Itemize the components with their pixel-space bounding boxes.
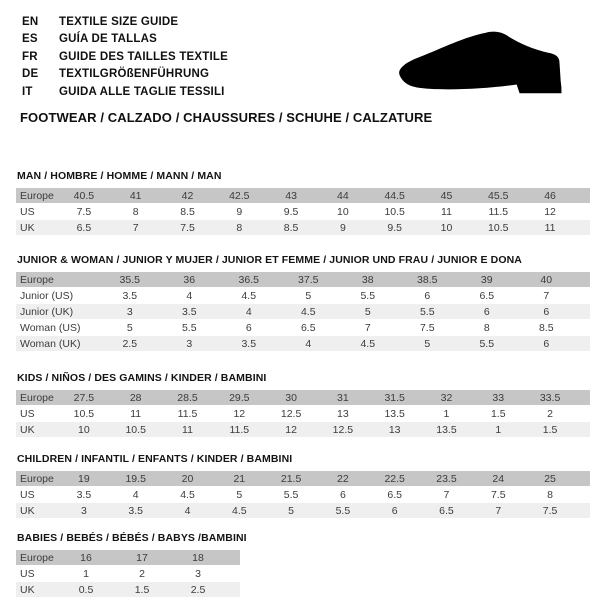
size-cell: 0.5 — [78, 583, 94, 596]
size-cell: 8 — [132, 205, 139, 218]
row-label: Europe — [20, 273, 54, 286]
language-label: TEXTILGRÖßENFÜHRUNG — [59, 68, 210, 81]
size-cell: 3.5 — [181, 305, 197, 318]
size-cell: 30 — [285, 391, 297, 404]
size-cell: 2.5 — [122, 337, 138, 350]
size-cell: 5.5 — [181, 321, 197, 334]
size-cell: 37.5 — [298, 273, 319, 286]
size-cell: 6.5 — [300, 321, 316, 334]
size-cell: 4 — [245, 305, 252, 318]
size-cell: 10.5 — [384, 205, 405, 218]
size-cell: 28 — [129, 391, 142, 404]
size-cell: 3 — [80, 504, 87, 517]
row-label: UK — [20, 423, 35, 436]
size-cell: 19.5 — [125, 472, 146, 485]
table-row — [16, 471, 590, 486]
size-cell: 44.5 — [384, 189, 405, 202]
table-row — [16, 336, 590, 351]
size-cell: 38 — [361, 273, 374, 286]
size-cell: 11 — [544, 221, 556, 234]
size-cell: 4 — [132, 488, 139, 501]
row-label: Woman (US) — [20, 321, 81, 334]
row-label: US — [20, 205, 35, 218]
size-table-title: KIDS / NIÑOS / DES GAMINS / KINDER / BAMBINI — [17, 372, 267, 384]
size-cell: 7.5 — [180, 221, 195, 234]
size-cell: 8 — [547, 488, 553, 501]
size-cell: 7.5 — [76, 205, 92, 218]
size-cell: 11.5 — [488, 205, 509, 218]
size-cell: 36.5 — [238, 273, 259, 286]
size-cell: 28.5 — [177, 391, 198, 404]
size-cell: 7 — [495, 504, 502, 517]
table-row — [16, 304, 590, 319]
size-cell: 13 — [388, 423, 401, 436]
size-cell: 10 — [337, 205, 349, 218]
size-cell: 4.5 — [231, 504, 247, 517]
row-label: Woman (UK) — [20, 337, 81, 350]
table-row — [16, 272, 590, 287]
table-row — [16, 320, 590, 335]
size-cell: 3.5 — [241, 337, 257, 350]
size-cell: 5 — [305, 289, 312, 302]
size-cell: 18 — [192, 551, 204, 564]
size-cell: 2.5 — [190, 583, 206, 596]
language-row — [22, 13, 228, 31]
table-row — [16, 188, 590, 203]
size-table — [16, 272, 590, 351]
size-table-section — [0, 372, 600, 437]
size-cell: 4.5 — [360, 337, 376, 350]
language-label: TEXTILE SIZE GUIDE — [59, 15, 179, 28]
row-label: Junior (UK) — [20, 305, 74, 318]
size-cell: 17 — [136, 551, 148, 564]
size-cell: 10.5 — [488, 221, 509, 234]
row-label: Europe — [20, 391, 54, 404]
size-cell: 38.5 — [417, 273, 438, 286]
table-row — [16, 422, 590, 437]
size-cell: 3.5 — [122, 289, 138, 302]
size-cell: 6.5 — [76, 221, 92, 234]
size-cell: 41 — [129, 189, 142, 202]
size-cell: 13.5 — [384, 407, 405, 420]
row-label: UK — [20, 221, 35, 234]
size-cell: 7 — [132, 221, 139, 234]
size-cell: 1 — [83, 567, 89, 580]
size-cell: 33 — [492, 391, 505, 404]
row-label: Junior (US) — [20, 289, 74, 302]
size-cell: 1.5 — [490, 407, 506, 420]
size-cell: 10.5 — [73, 407, 95, 420]
size-table-title: MAN / HOMBRE / HOMME / MANN / MAN — [17, 170, 222, 182]
size-cell: 24 — [492, 472, 505, 485]
size-cell: 33.5 — [539, 391, 561, 404]
size-cell: 5.5 — [335, 504, 351, 517]
size-cell: 27.5 — [73, 391, 95, 404]
size-cell: 32 — [440, 391, 453, 404]
size-cell: 36 — [183, 273, 196, 286]
size-tables — [0, 170, 600, 598]
size-cell: 40 — [540, 273, 553, 286]
size-cell: 8.5 — [538, 321, 554, 334]
size-table-section — [0, 170, 600, 235]
language-list — [22, 13, 228, 101]
language-code: ES — [22, 33, 38, 46]
size-cell: 2 — [139, 567, 145, 580]
size-cell: 5.5 — [283, 488, 299, 501]
size-cell: 1 — [495, 423, 502, 436]
size-cell: 1.5 — [542, 423, 558, 436]
size-cell: 5 — [424, 337, 431, 350]
category-header: FOOTWEAR / CALZADO / CHAUSSURES / SCHUHE / CALZATURE — [20, 110, 433, 125]
size-cell: 11 — [182, 423, 193, 436]
size-cell: 4.5 — [180, 488, 195, 501]
row-label: US — [20, 488, 35, 501]
size-cell: 6 — [245, 321, 252, 334]
size-cell: 12 — [544, 205, 556, 218]
size-cell: 29.5 — [229, 391, 250, 404]
dress-shoe-icon — [393, 26, 578, 102]
size-cell: 12 — [233, 407, 246, 420]
language-code: FR — [22, 50, 38, 63]
size-cell: 12.5 — [332, 423, 354, 436]
size-cell: 5 — [288, 504, 294, 517]
size-cell: 3 — [186, 337, 193, 350]
size-cell: 9 — [339, 221, 346, 234]
size-cell: 21.5 — [280, 472, 302, 485]
size-table — [16, 390, 590, 437]
row-label: UK — [20, 504, 35, 517]
size-cell: 11.5 — [229, 423, 250, 436]
table-row — [16, 204, 590, 219]
size-cell: 12 — [285, 423, 297, 436]
size-cell: 9 — [236, 205, 243, 218]
language-row — [22, 83, 228, 101]
size-table-section — [0, 453, 600, 518]
table-row — [16, 390, 590, 405]
size-cell: 8 — [236, 221, 243, 234]
size-cell: 5 — [126, 321, 133, 334]
size-cell: 4 — [184, 504, 191, 517]
language-row — [22, 48, 228, 66]
size-cell: 22 — [337, 472, 349, 485]
size-cell: 40.5 — [73, 189, 95, 202]
row-label: Europe — [20, 472, 54, 485]
size-cell: 11 — [130, 407, 142, 420]
size-cell: 6 — [543, 305, 550, 318]
language-code: EN — [22, 15, 39, 28]
size-cell: 23.5 — [436, 472, 457, 485]
size-cell: 19 — [78, 472, 90, 485]
size-cell: 8.5 — [283, 221, 299, 234]
size-cell: 8 — [483, 321, 490, 334]
size-table — [16, 550, 240, 597]
table-row — [16, 487, 590, 502]
size-table-title: CHILDREN / INFANTIL / ENFANTS / KINDER / BAMBINI — [17, 453, 293, 465]
row-label: UK — [20, 583, 35, 596]
size-cell: 10.5 — [125, 423, 146, 436]
size-cell: 9.5 — [283, 205, 299, 218]
table-row — [16, 582, 240, 597]
size-cell: 6.5 — [387, 488, 402, 501]
language-row — [22, 66, 228, 84]
size-cell: 20 — [181, 472, 194, 485]
size-cell: 6 — [543, 337, 550, 350]
size-cell: 10 — [78, 423, 90, 436]
size-cell: 3 — [126, 305, 133, 318]
language-code: IT — [22, 85, 33, 98]
size-cell: 4.5 — [241, 289, 257, 302]
size-cell: 6.5 — [479, 289, 495, 302]
size-cell: 39 — [480, 273, 493, 286]
size-cell: 5.5 — [419, 305, 435, 318]
size-cell: 10 — [440, 221, 453, 234]
size-cell: 1.5 — [134, 583, 150, 596]
language-label: GUÍA DE TALLAS — [59, 33, 157, 46]
size-cell: 6 — [483, 305, 490, 318]
size-cell: 22.5 — [384, 472, 405, 485]
size-table-title: BABIES / BEBÉS / BÉBÉS / BABYS /BAMBINI — [17, 532, 247, 544]
size-cell: 5 — [236, 488, 243, 501]
size-cell: 5.5 — [479, 337, 495, 350]
size-table — [16, 188, 590, 235]
size-cell: 6 — [424, 289, 431, 302]
size-cell: 12.5 — [280, 407, 302, 420]
size-cell: 5.5 — [360, 289, 376, 302]
language-label: GUIDA ALLE TAGLIE TESSILI — [59, 85, 225, 98]
size-cell: 11 — [441, 205, 452, 218]
size-cell: 31 — [337, 391, 349, 404]
size-cell: 7.5 — [419, 321, 435, 334]
size-cell: 1 — [443, 407, 450, 420]
size-cell: 6 — [391, 504, 398, 517]
table-row — [16, 288, 590, 303]
size-cell: 4.5 — [300, 305, 316, 318]
size-cell: 6.5 — [439, 504, 454, 517]
size-cell: 25 — [544, 472, 556, 485]
table-row — [16, 406, 590, 421]
size-table — [16, 471, 590, 518]
size-cell: 13 — [337, 407, 349, 420]
row-label: US — [20, 567, 35, 580]
size-cell: 31.5 — [384, 391, 405, 404]
size-table-title: JUNIOR & WOMAN / JUNIOR Y MUJER / JUNIOR ET FEMME / JUNIOR UND FRAU / JUNIOR E DONA — [17, 254, 522, 266]
size-cell: 45.5 — [488, 189, 509, 202]
size-cell: 16 — [80, 551, 92, 564]
size-cell: 44 — [337, 189, 349, 202]
table-row — [16, 566, 240, 581]
size-cell: 21 — [233, 472, 246, 485]
size-cell: 3.5 — [76, 488, 92, 501]
size-cell: 4 — [186, 289, 193, 302]
row-label: Europe — [20, 189, 54, 202]
size-cell: 6 — [339, 488, 346, 501]
size-cell: 43 — [285, 189, 297, 202]
size-cell: 7.5 — [542, 504, 558, 517]
row-label: Europe — [20, 551, 54, 564]
size-table-section — [0, 254, 600, 351]
size-cell: 3 — [195, 567, 201, 580]
language-code: DE — [22, 68, 39, 81]
size-cell: 3.5 — [128, 504, 143, 517]
size-cell: 5 — [364, 305, 371, 318]
size-cell: 46 — [544, 189, 556, 202]
size-cell: 45 — [440, 189, 453, 202]
size-cell: 42.5 — [229, 189, 250, 202]
size-cell: 7 — [364, 321, 371, 334]
size-cell: 8.5 — [180, 205, 195, 218]
size-cell: 7 — [443, 488, 450, 501]
size-cell: 11.5 — [177, 407, 198, 420]
size-cell: 35.5 — [119, 273, 140, 286]
row-label: US — [20, 407, 35, 420]
table-row — [16, 220, 590, 235]
size-cell: 7.5 — [490, 488, 506, 501]
size-table-section — [0, 532, 600, 597]
size-cell: 13.5 — [436, 423, 457, 436]
size-cell: 4 — [305, 337, 312, 350]
table-row — [16, 550, 240, 565]
size-cell: 2 — [547, 407, 553, 420]
table-row — [16, 503, 590, 518]
size-cell: 9.5 — [387, 221, 402, 234]
language-label: GUIDE DES TAILLES TEXTILE — [59, 50, 228, 63]
size-cell: 42 — [181, 189, 194, 202]
language-row — [22, 31, 228, 49]
size-cell: 7 — [543, 289, 550, 302]
